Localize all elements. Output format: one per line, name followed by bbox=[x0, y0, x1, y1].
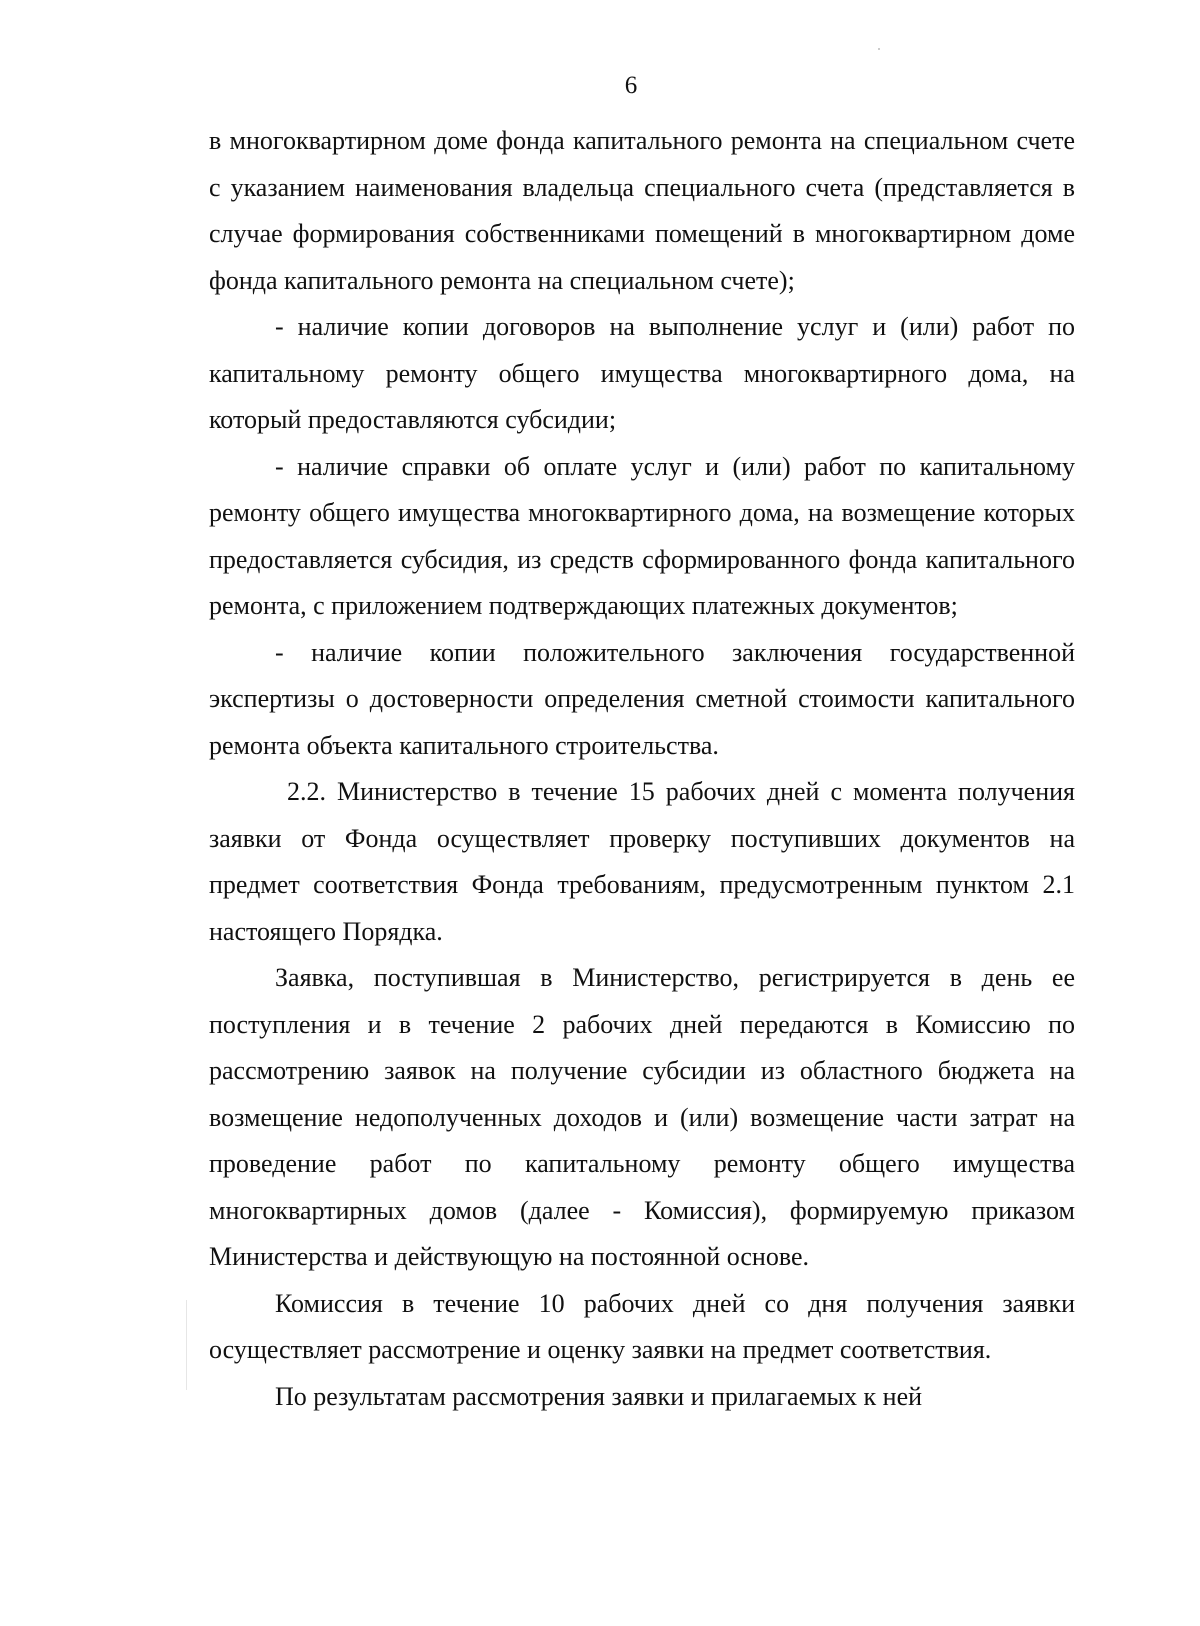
paragraph-payment-certificate: - наличие справки об оплате услуг и (или) работ по капитальному ремонту общего имущества многоквартирного дома, на возмещение которых предоставляется субсидия, из средств сформированного фонда капитального ремонта, с приложением подтверждающих платежных документов; bbox=[209, 451, 1075, 620]
scan-artifact bbox=[186, 1300, 187, 1390]
paragraph-state-expertise: - наличие копии положительного заключения государственной экспертизы о достоверности определения сметной стоимости капитального ремонта объекта капитального строительства. bbox=[209, 637, 1075, 760]
paragraph-contracts-copies: - наличие копии договоров на выполнение услуг и (или) работ по капитальному ремонту общего имущества многоквартирного дома, на который предоставляются субсидии; bbox=[209, 312, 1075, 434]
paragraph-continuation: в многоквартирном доме фонда капитального ремонта на специальном счете с указанием наименования владельца специального счета (представляется в случае формирования собственниками помещений в многоквартирном доме фонда капитального ремонта на специальном счете); bbox=[209, 126, 1075, 295]
document-body bbox=[209, 118, 1075, 1420]
paragraph-section-2-2: 2.2. Министерство в течение 15 рабочих дней с момента получения заявки от Фонда осуществляет проверку поступивших документов на предмет соответствия Фонда требованиям, предусмотренным пунктом 2.1 настоящего Порядка. bbox=[209, 777, 1075, 946]
paragraph-commission-review: Комиссия в течение 10 рабочих дней со дня получения заявки осуществляет рассмотрение и оценку заявки на предмет соответствия. bbox=[209, 1288, 1075, 1364]
paragraph-application-registration: Заявка, поступившая в Министерство, регистрируется в день ее поступления и в течение 2 рабочих дней передаются в Комиссию по рассмотрению заявок на получение субсидии из областного бюджета на возмещение недополученных доходов и (или) возмещение части затрат на проведение работ по капитальному ремонту общего имущества многоквартирных домов (далее - Комиссия), формируемую приказом Министерства и действующую на постоянной основе. bbox=[209, 963, 1075, 1271]
scan-artifact bbox=[878, 48, 880, 50]
page-number: 6 bbox=[624, 72, 638, 99]
paragraph-review-results: По результатам рассмотрения заявки и прилагаемых к ней bbox=[275, 1381, 923, 1411]
